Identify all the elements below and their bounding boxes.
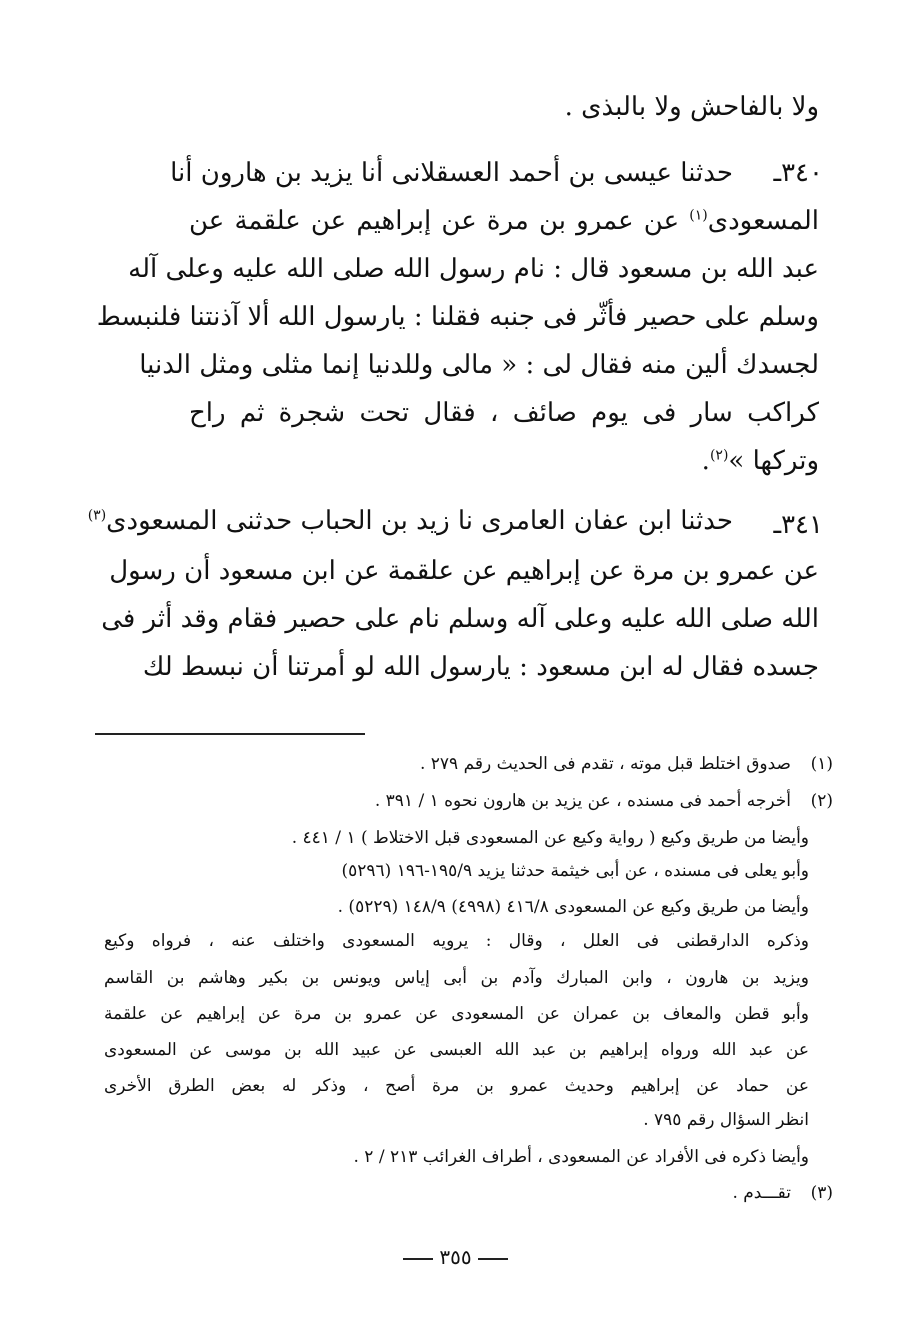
footnote-number-2: (٢) bbox=[810, 791, 833, 811]
hadith-341-line-4: جسده فقال له ابن مسعود : يارسول الله لو أمرتنا أن نبسط لك bbox=[142, 652, 819, 682]
hadith-340-word: المسعودى bbox=[707, 206, 820, 236]
footnote-separator bbox=[95, 733, 365, 735]
footnote-2-line-5: وذكره الدارقطنى فى العلل ، وقال : يرويه المسعودى واختلف عنه ، فرواه وكيع bbox=[104, 931, 809, 951]
hadith-340-line-5: لجسدك ألين منه فقال لى : « مالى وللدنيا إنما مثلى ومثل الدنيا bbox=[139, 350, 819, 380]
page-number bbox=[0, 1245, 911, 1269]
hadith-341-line-3: الله صلى الله عليه وعلى آله وسلم نام على حصير فقام وقد أثر فى bbox=[101, 604, 819, 634]
hadith-341-line-1 bbox=[88, 504, 733, 538]
footnote-2-line-11: وأيضا ذكره فى الأفراد عن المسعودى ، أطراف الغرائب ٢١٣ / ٢ . bbox=[353, 1147, 809, 1167]
hadith-341-line-1-text: حدثنا ابن عفان العامرى نا زيد بن الحباب حدثنى المسعودى bbox=[106, 506, 733, 536]
footnote-mark-3: (٣) bbox=[87, 507, 107, 524]
hadith-340-end-dot: . bbox=[701, 446, 710, 476]
hadith-340-line-1: حدثنا عيسى بن أحمد العسقلانى أنا يزيد بن هارون أنا bbox=[170, 158, 733, 188]
page-number-value: ٣٥٥ bbox=[439, 1245, 472, 1269]
page-number-dash-left bbox=[403, 1258, 433, 1260]
hadith-340-line-4: وسلم على حصير فأثّر فى جنبه فقلنا : يارسول الله ألا آذنتنا فلنبسط bbox=[96, 302, 819, 332]
footnote-2-line-2: وأيضا من طريق وكيع ( رواية وكيع عن المسعودى قبل الاختلاط ) ١ / ٤٤١ . bbox=[291, 828, 809, 848]
footnote-1-line: صدوق اختلط قبل موته ، تقدم فى الحديث رقم ٢٧٩ . bbox=[419, 754, 791, 774]
continuation-line: ولا بالفاحش ولا بالبذى . bbox=[564, 92, 819, 122]
footnote-number-1: (١) bbox=[810, 754, 833, 774]
hadith-number-341: ٣٤١ـ bbox=[773, 510, 823, 540]
hadith-340-line-7-text: وتركها » bbox=[728, 446, 819, 476]
footnote-2-line-8: عن عبد الله ورواه إبراهيم بن عبد الله العبسى عن عبيد الله بن موسى عن المسعودى bbox=[104, 1040, 809, 1060]
footnote-2-line-7: وأبو قطن والمعاف بن عمران عن المسعودى عن عمرو بن مرة عن إبراهيم عن علقمة bbox=[104, 1004, 809, 1024]
footnote-2-line-6: ويزيد بن هارون ، وابن المبارك وآدم بن أبى إياس ويونس بن بكير وهاشم بن القاسم bbox=[104, 968, 809, 988]
footnote-3-line: تقـــدم . bbox=[732, 1183, 791, 1203]
footnote-2-line-3: وأبو يعلى فى مسنده ، عن أبى خيثمة حدثنا يزيد ١٩٥/٩-١٩٦ (٥٢٩٦) bbox=[341, 861, 809, 881]
hadith-340-line-3: عبد الله بن مسعود قال : نام رسول الله صلى الله عليه وعلى آله bbox=[128, 254, 819, 284]
page-number-dash-right bbox=[478, 1258, 508, 1260]
footnote-2-line-10: انظر السؤال رقم ٧٩٥ . bbox=[643, 1110, 809, 1130]
hadith-340-line-7 bbox=[702, 444, 819, 478]
hadith-340-line-2 bbox=[189, 204, 819, 238]
hadith-340-line-6: كراكب سار فى يوم صائف ، فقال تحت شجرة ثم راح bbox=[189, 398, 819, 428]
footnote-2-line-1: أخرجه أحمد فى مسنده ، عن يزيد بن هارون نحوه ١ / ٣٩١ . bbox=[374, 791, 791, 811]
footnote-mark-1: (١) bbox=[689, 207, 708, 224]
hadith-340-line-2-rest: عن عمرو بن مرة عن إبراهيم عن علقمة عن bbox=[189, 206, 680, 236]
footnote-2-line-4: وأيضا من طريق وكيع عن المسعودى ٤١٦/٨ (٤٩٩٨) ١٤٨/٩ (٥٢٢٩) . bbox=[337, 897, 809, 917]
footnote-number-3: (٣) bbox=[810, 1183, 833, 1203]
hadith-341-line-2: عن عمرو بن مرة عن إبراهيم عن علقمة عن ابن مسعود أن رسول bbox=[109, 556, 819, 586]
footnote-2-line-9: عن حماد عن إبراهيم وحديث عمرو بن مرة أصح ، وذكر له بعض الطرق الأخرى bbox=[104, 1076, 809, 1096]
hadith-number-340: ٣٤٠ـ bbox=[773, 158, 823, 188]
footnote-mark-2: (٢) bbox=[709, 447, 729, 464]
